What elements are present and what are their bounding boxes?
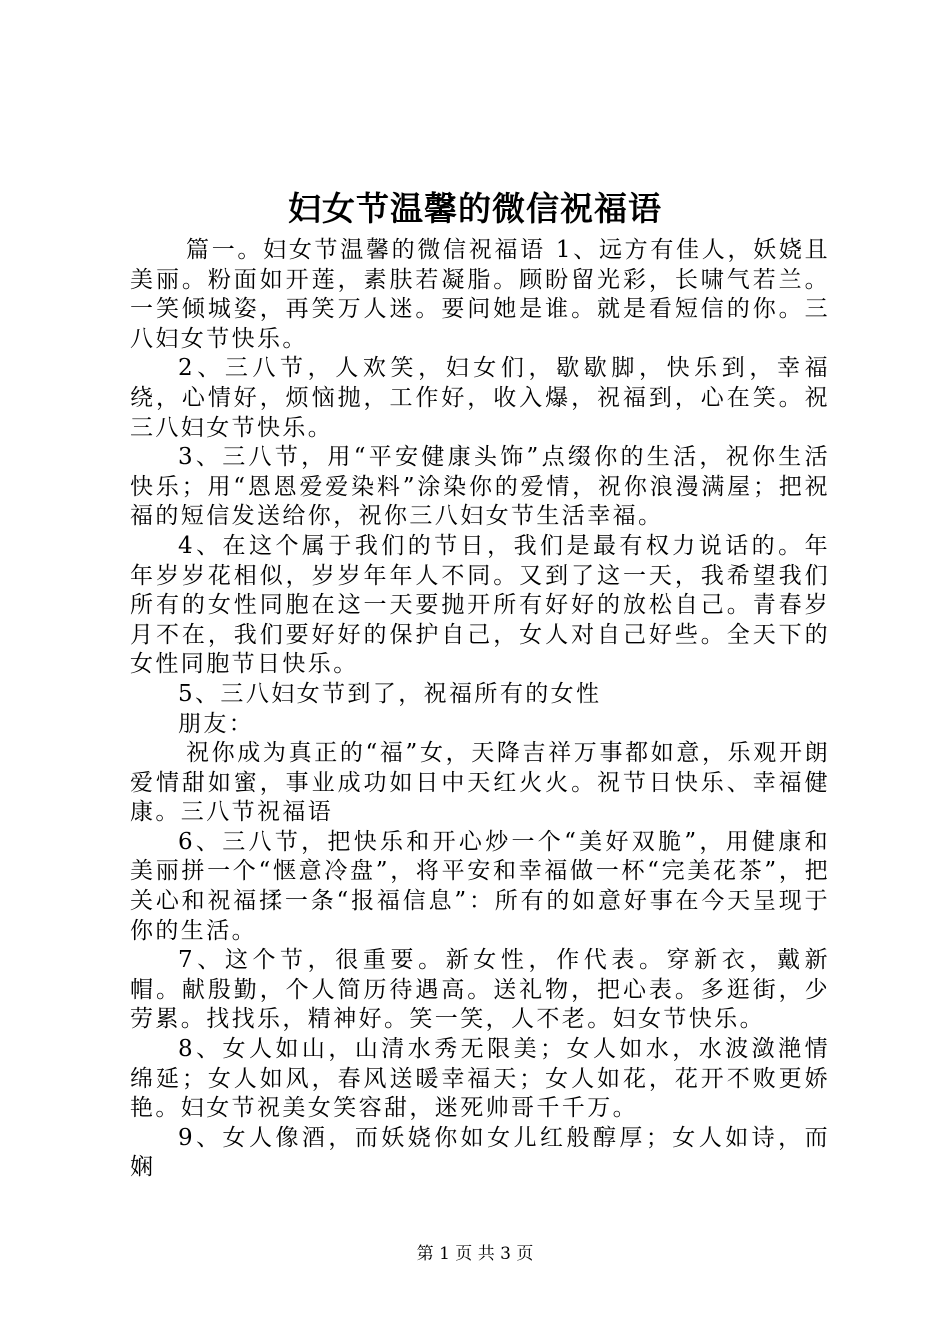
paragraph: 9、女人像酒，而妖娆你如女儿红般醇厚；女人如诗，而娴 — [130, 1124, 830, 1181]
paragraph: 5、三八妇女节到了，祝福所有的女性 — [178, 680, 602, 707]
page-number-footer: 第 1 页 共 3 页 — [416, 1244, 534, 1264]
paragraph: 3、三八节，用“平安健康头饰”点缀你的生活，祝你生活快乐；用“恩恩爱爱染料”涂染你的爱情，祝你浪漫满屋；把祝福的短信发送给你，祝你三八妇女节生活幸福。 — [130, 444, 830, 530]
paragraph: 篇一。妇女节温馨的微信祝福语 1、远方有佳人，妖娆且美丽。粉面如开莲，素肤若凝脂。顾盼留光彩，长啸气若兰。一笑倾城姿，再笑万人迷。要问她是谁。就是看短信的你。三八妇女节快乐。 — [130, 237, 830, 352]
paragraph: 朋友： — [178, 710, 255, 737]
paragraph: 2、三八节，人欢笑，妇女们，歇歇脚，快乐到，幸福绕，心情好，烦恼抛，工作好，收入爆，祝福到，心在笑。祝三八妇女节快乐。 — [130, 355, 830, 441]
paragraph: 祝你成为真正的“福”女，天降吉祥万事都如意，乐观开朗爱情甜如蜜，事业成功如日中天红火火。祝节日快乐、幸福健康。三八节祝福语 — [130, 740, 830, 826]
paragraph: 8、女人如山，山清水秀无限美；女人如水，水波潋滟情绵延；女人如风，春风送暖幸福天；女人如花，花开不败更娇艳。妇女节祝美女笑容甜，迷死帅哥千千万。 — [130, 1036, 830, 1122]
paragraph: 4、在这个属于我们的节日，我们是最有权力说话的。年年岁岁花相似，岁岁年年人不同。又到了这一天，我希望我们所有的女性同胞在这一天要抛开所有好好的放松自己。青春岁月不在，我们要好好的保护自己，女人对自己好些。全天下的女性同胞节日快乐。 — [130, 532, 830, 678]
paragraph: 6、三八节，把快乐和开心炒一个“美好双脆”，用健康和美丽拼一个“惬意冷盘”，将平安和幸福做一杯“完美花茶”，把关心和祝福揉一条“报福信息”：所有的如意好事在今天呈现于你的生活。 — [130, 828, 830, 944]
paragraph: 7、这个节，很重要。新女性，作代表。穿新衣，戴新帽。献殷勤，个人简历待遇高。送礼物，把心表。多逛街，少劳累。找找乐，精神好。笑一笑，人不老。妇女节快乐。 — [130, 947, 830, 1033]
document-title: 妇女节温馨的微信祝福语 — [288, 189, 662, 228]
document-body — [130, 236, 830, 1183]
